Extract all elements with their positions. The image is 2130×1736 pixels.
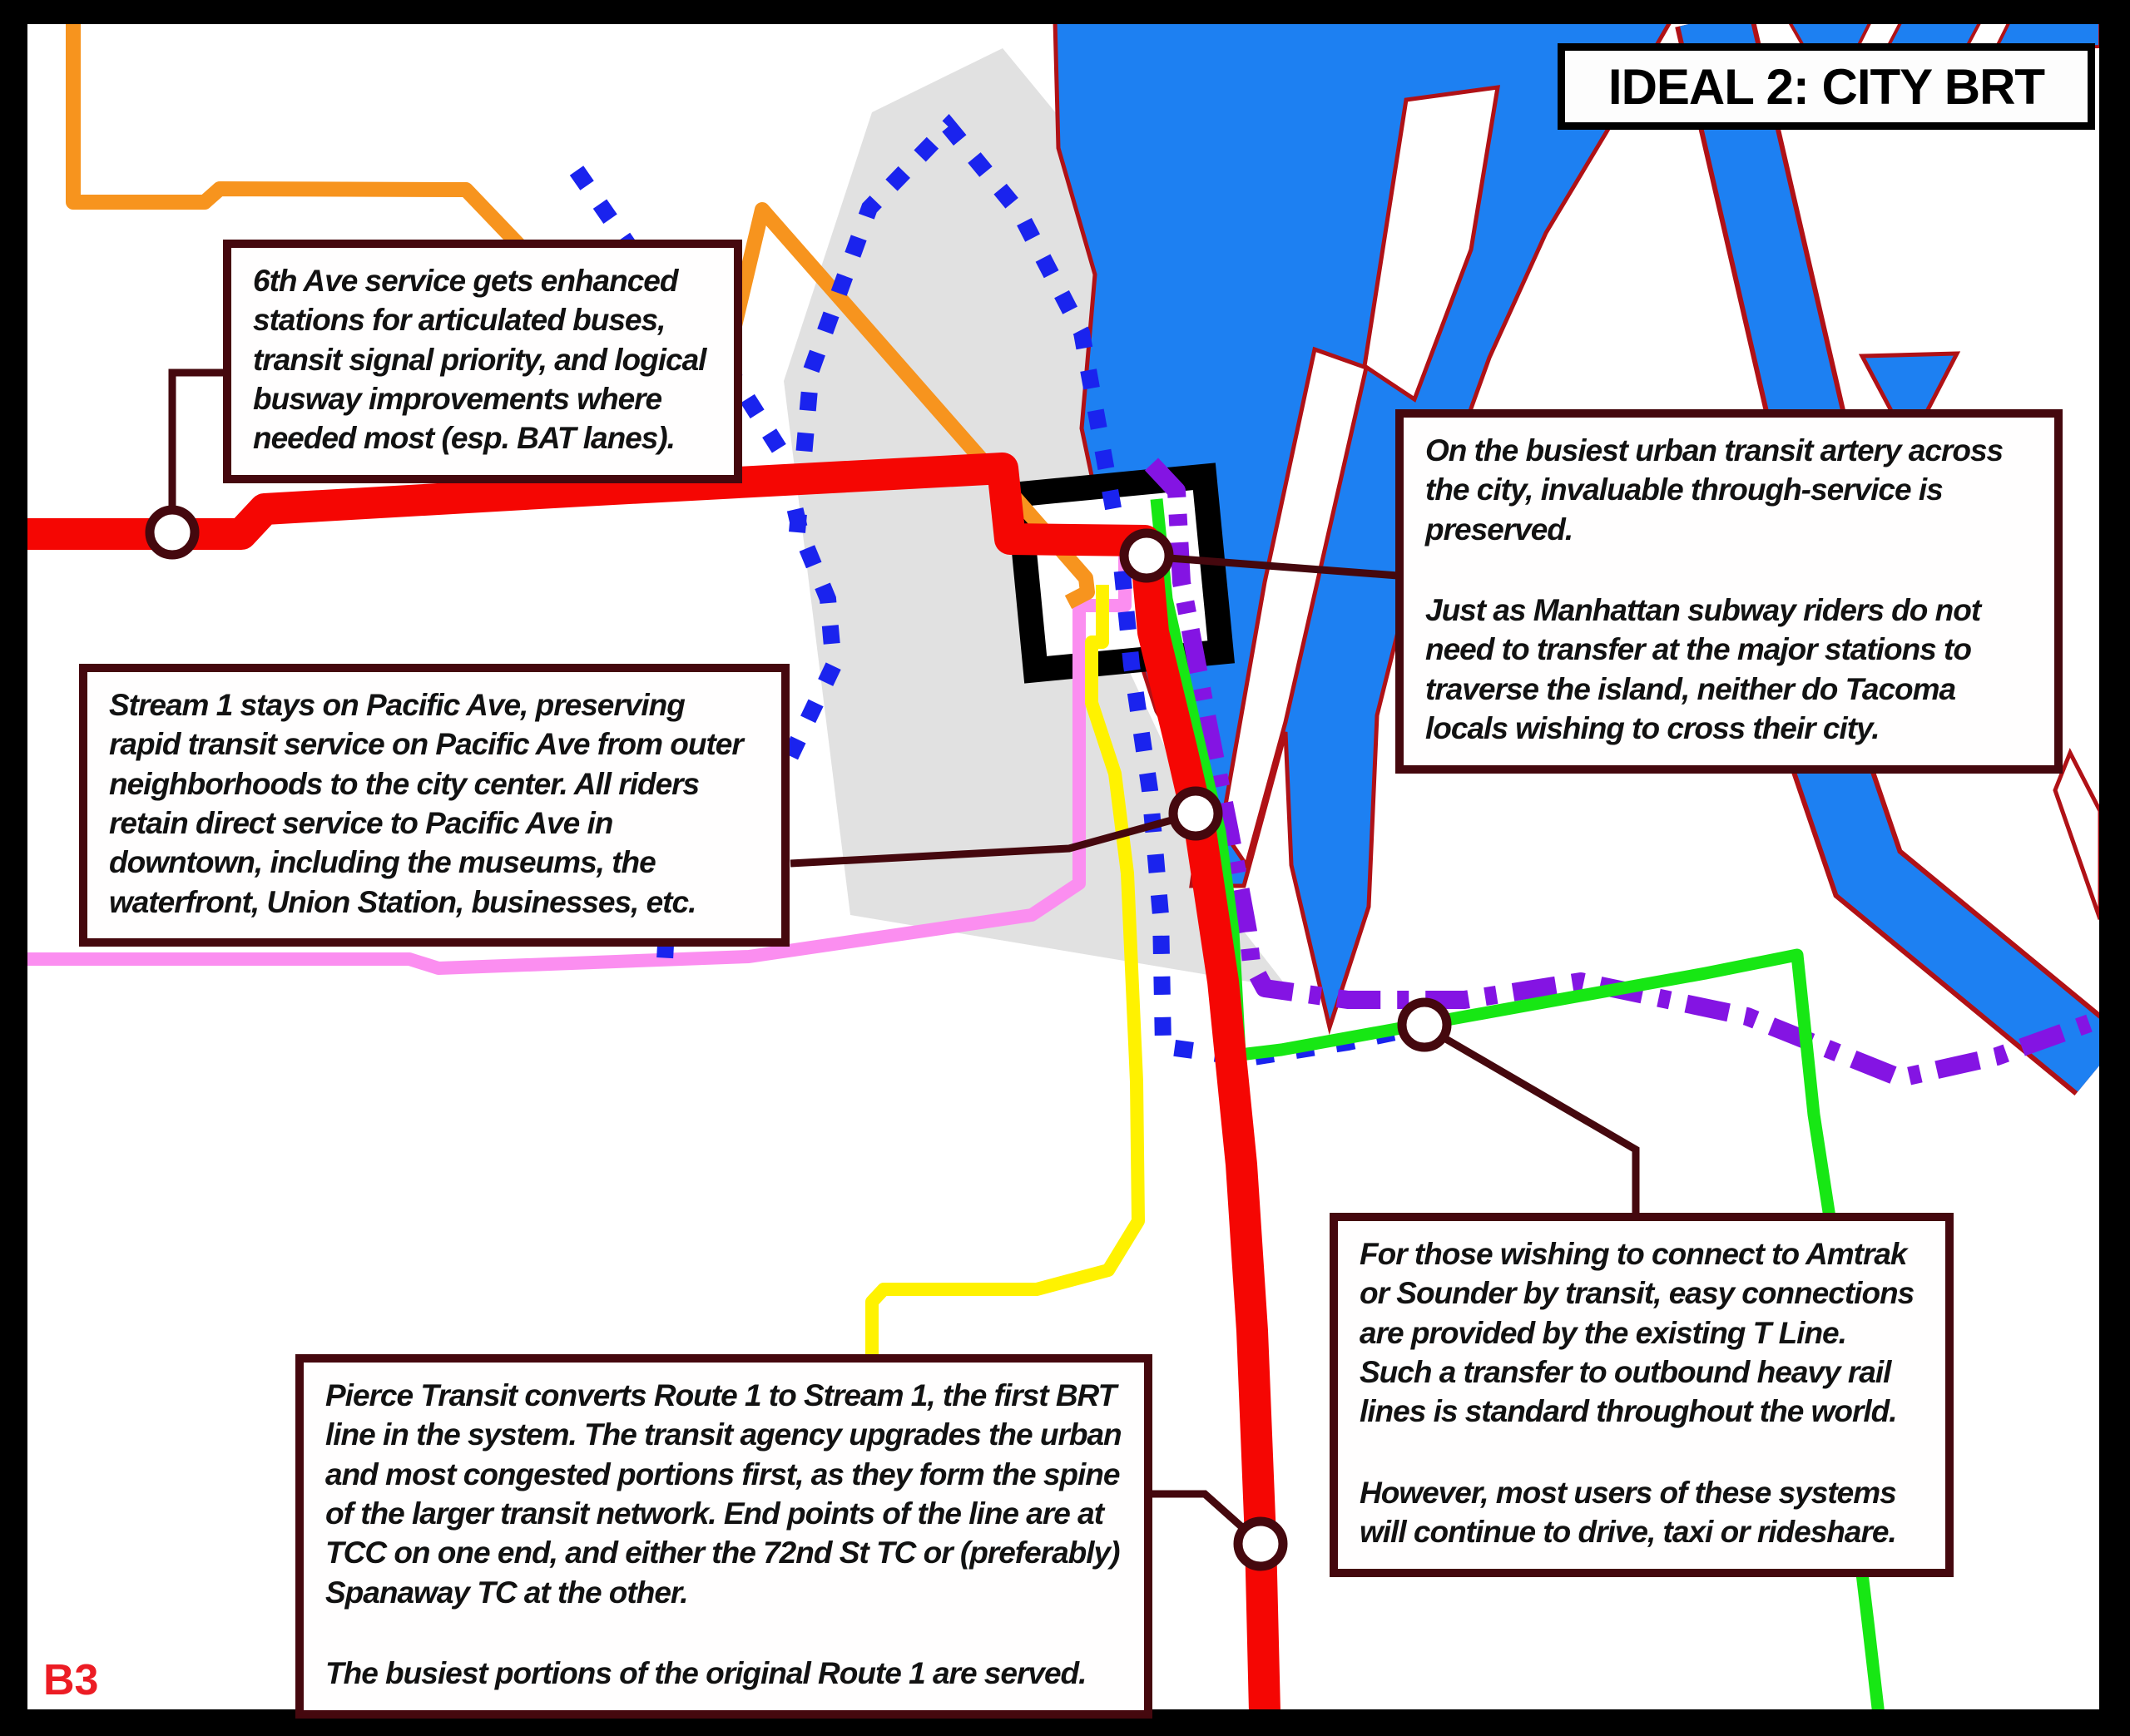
callout-pierce-transit <box>295 1354 1152 1719</box>
callout-text: However, most users of these systems will continue to drive, taxi or rideshare. <box>1360 1475 1896 1550</box>
callout-t-line-connection <box>1330 1213 1954 1577</box>
callout-text: Pierce Transit converts Route 1 to Stream 1, the first BRT line in the system. The transit agency upgrades the urban and most congested portions first, as they form the spine of the larger transit network. End points of the line are at TCC on one end, and either the 72nd St TC or (preferably) Spanaway TC at the other. <box>325 1378 1122 1610</box>
callout-through-service <box>1395 409 2063 774</box>
map-marker-circle-c2 <box>1173 791 1218 836</box>
callout-text: Just as Manhattan subway riders do not need to transfer at the major stations to traverse the island, neither do Tacoma locals wishing to cross their city. <box>1425 593 1981 746</box>
callout-text: Stream 1 stays on Pacific Ave, preserving rapid transit service on Pacific Ave from outer neighborhoods to the city center. All riders retain direct service to Pacific Ave in downtown, including the museums, the waterfront, Union Station, businesses, etc. <box>109 688 743 919</box>
map-marker-circle-c1 <box>150 510 195 555</box>
callout-6th-ave <box>223 240 742 483</box>
map-marker-circle-c3 <box>1124 533 1169 578</box>
callout-text: For those wishing to connect to Amtrak or Sounder by transit, easy connections are provided by the existing T Line. Such a transfer to outbound heavy rail lines is standard throughout the world. <box>1360 1237 1915 1429</box>
callout-stream1-pacific <box>79 664 790 947</box>
title-box <box>1558 43 2095 130</box>
callout-text: 6th Ave service gets enhanced stations for articulated buses, transit signal priority, and logical busway improvements where needed most (esp. BAT lanes). <box>253 264 706 456</box>
callout-text: On the busiest urban transit artery across the city, invaluable through-service is preserved. <box>1425 433 2004 547</box>
callout-text: The busiest portions of the original Route 1 are served. <box>325 1656 1087 1691</box>
map-marker-circle-c4 <box>1238 1521 1283 1566</box>
page-label: B3 <box>43 1656 99 1704</box>
map-marker-circle-c5 <box>1402 1002 1447 1047</box>
page-title: IDEAL 2: CITY BRT <box>1607 58 2045 115</box>
